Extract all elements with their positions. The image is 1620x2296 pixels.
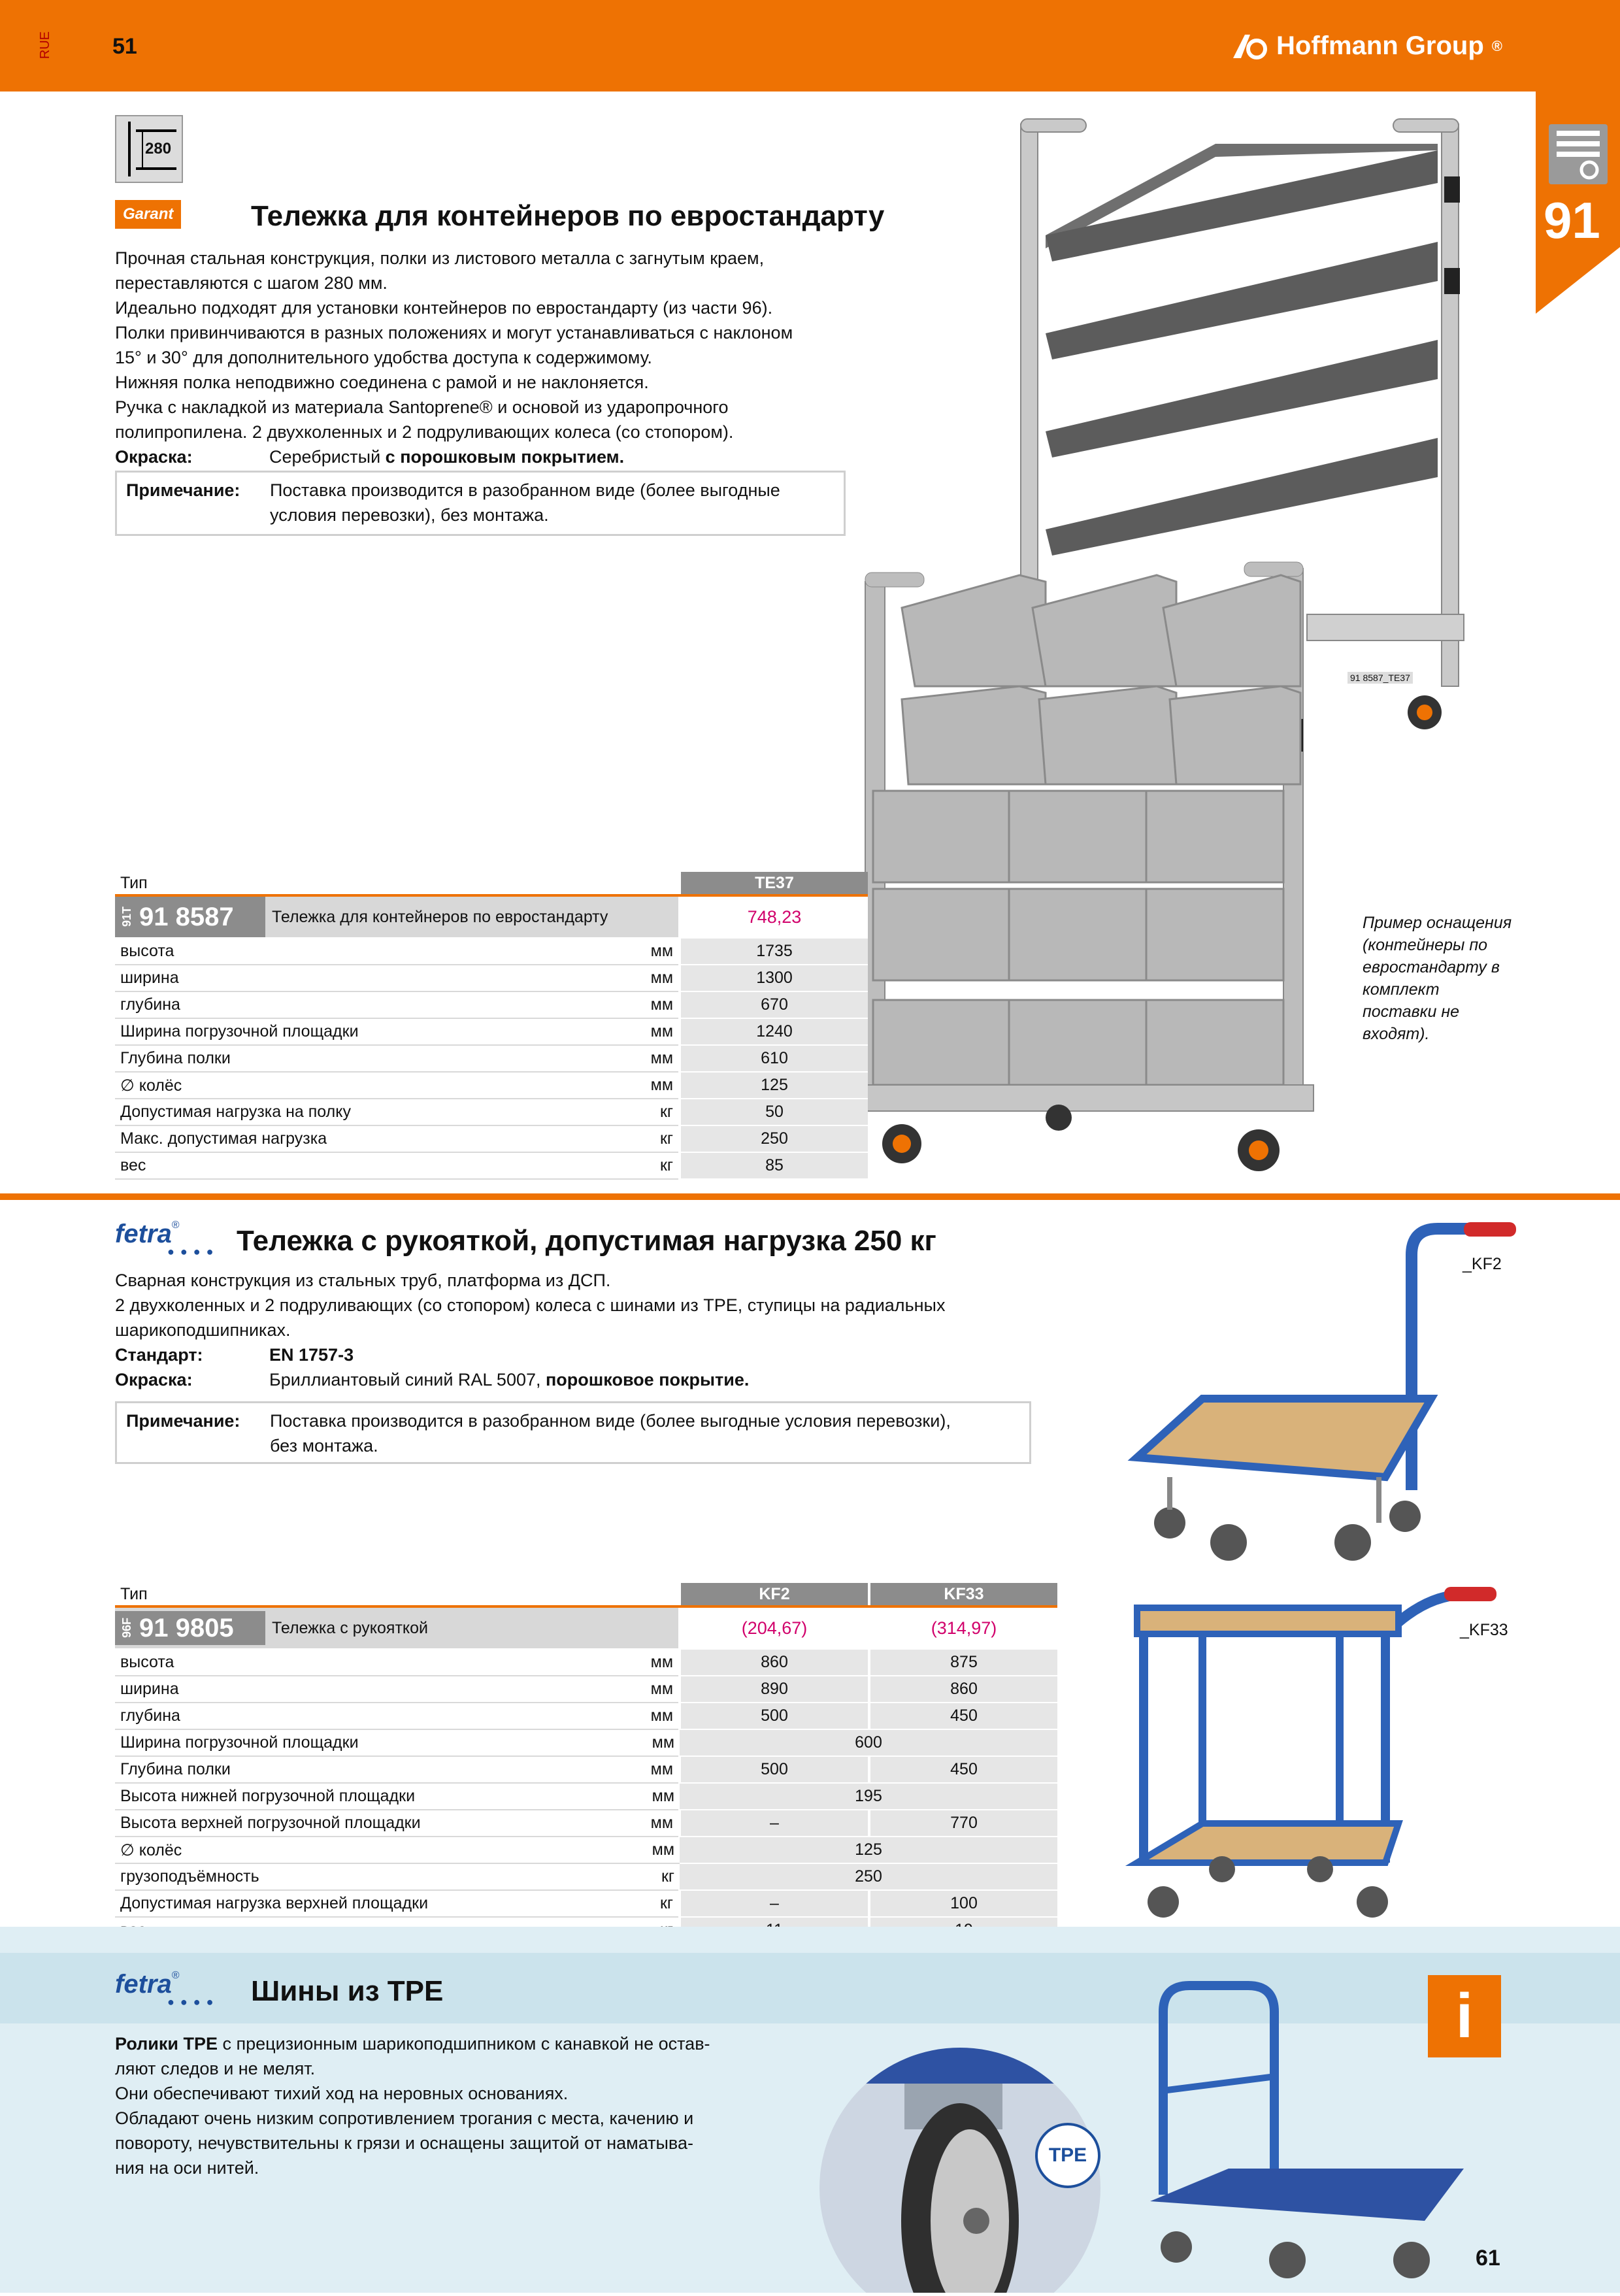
row-unit: кг bbox=[609, 1890, 680, 1917]
row-value: 85 bbox=[680, 1152, 868, 1179]
article-number-cell bbox=[115, 1611, 265, 1645]
row-unit: мм bbox=[609, 1783, 680, 1810]
hoffmann-logo-icon bbox=[1231, 32, 1268, 61]
row-value: 125 bbox=[680, 1072, 868, 1099]
article-number: 91 8587 bbox=[139, 902, 234, 931]
platform-trolley-image bbox=[1137, 1972, 1477, 2293]
row-value: 610 bbox=[680, 1045, 868, 1072]
row-unit: мм bbox=[609, 965, 680, 991]
desc-lead: Ролики TPE bbox=[115, 2034, 218, 2054]
standard-label: Стандарт: bbox=[115, 1345, 203, 1365]
row-value: 670 bbox=[680, 991, 868, 1018]
row-name: Высота нижней погрузочной площадки bbox=[115, 1783, 609, 1810]
row-name: ∅ колёс bbox=[115, 1837, 609, 1863]
desc-line bbox=[115, 2031, 834, 2056]
article-prefix: 96F bbox=[120, 1618, 133, 1639]
image-caption bbox=[1363, 912, 1526, 1045]
desc-line: Нижняя полка неподвижно соединена с рамой и не наклоняется. bbox=[115, 373, 649, 392]
table-header-row bbox=[115, 1583, 1057, 1606]
table-row bbox=[115, 1125, 868, 1152]
paint-label: Окраска: bbox=[115, 447, 193, 467]
table-body bbox=[115, 938, 868, 1179]
footer-page-number: 61 bbox=[1476, 2246, 1500, 2271]
row-unit: мм bbox=[609, 1045, 680, 1072]
note-label: Примечание: bbox=[126, 480, 240, 500]
row-value: – bbox=[680, 1890, 869, 1917]
desc-line: 2 двухколенных и 2 подруливающих (со стопором) колеса с шинами из TPE, ступицы на радиальных bbox=[115, 1295, 946, 1315]
paint-value: Бриллиантовый синий RAL 5007, bbox=[269, 1370, 546, 1389]
row-value: 1240 bbox=[680, 1018, 868, 1045]
order-description: Тележка с рукояткой bbox=[265, 1611, 678, 1645]
row-value: 1300 bbox=[680, 965, 868, 991]
row-unit: мм bbox=[609, 1756, 680, 1783]
table-row bbox=[115, 938, 868, 965]
section2-title: Тележка с рукояткой, допустимая нагрузка 250 кг bbox=[237, 1225, 936, 1257]
caption-line: комплект bbox=[1363, 980, 1440, 999]
hoffmann-logo-reg: ® bbox=[1491, 37, 1502, 54]
table-row bbox=[115, 1810, 1057, 1837]
desc-line: Сварная конструкция из стальных труб, платформа из ДСП. bbox=[115, 1271, 611, 1290]
fetra-logo-reg: ® bbox=[171, 1220, 180, 1231]
caption-line: поставки не bbox=[1363, 1003, 1459, 1021]
row-unit: кг bbox=[609, 1125, 680, 1152]
row-value: 860 bbox=[869, 1676, 1057, 1703]
image-tag-kf2: _KF2 bbox=[1463, 1255, 1502, 1273]
row-value: 860 bbox=[680, 1649, 869, 1676]
row-value: 450 bbox=[869, 1756, 1057, 1783]
row-value: 125 bbox=[680, 1837, 1057, 1863]
standard-row bbox=[115, 1342, 1056, 1367]
row-unit: мм bbox=[609, 938, 680, 965]
row-name: ∅ колёс bbox=[115, 1072, 609, 1099]
type-label: Тип bbox=[115, 1583, 680, 1606]
hoffmann-logo-text: Hoffmann Group bbox=[1276, 31, 1484, 60]
order-row bbox=[115, 1606, 1057, 1649]
row-value: 890 bbox=[680, 1676, 869, 1703]
row-value: 500 bbox=[680, 1756, 869, 1783]
shelf-spacing-value: 280 bbox=[145, 140, 172, 158]
table-row bbox=[115, 1863, 1057, 1890]
handle-trolley-kf2-image bbox=[1124, 1216, 1542, 1582]
desc-line: Прочная стальная конструкция, полки из листового металла с загнутым краем, bbox=[115, 248, 765, 268]
note-line: без монтажа. bbox=[270, 1436, 378, 1456]
desc-line: ляют следов и не мелят. bbox=[115, 2059, 316, 2078]
desc-text: с прецизионным шарикоподшипником с канавкой не остав- bbox=[218, 2034, 710, 2054]
row-name: ширина bbox=[115, 965, 609, 991]
row-name: глубина bbox=[115, 1703, 609, 1729]
note-text bbox=[270, 1408, 951, 1458]
image-tag-kf33: _KF33 bbox=[1460, 1621, 1508, 1639]
table-row bbox=[115, 1729, 1057, 1756]
caption-line: евростандарту в bbox=[1363, 958, 1500, 976]
row-name: Макс. допустимая нагрузка bbox=[115, 1125, 609, 1152]
garant-logo-text: Garant bbox=[115, 200, 181, 229]
header-page-number: 51 bbox=[112, 34, 137, 59]
paint-row bbox=[115, 1367, 1056, 1392]
row-name: высота bbox=[115, 938, 609, 965]
spec-table bbox=[115, 1583, 1057, 1944]
table-row bbox=[115, 1072, 868, 1099]
shelf-spacing-badge bbox=[115, 115, 183, 183]
note-line: Поставка производится в разобранном виде (более выгодные bbox=[270, 480, 780, 500]
row-name: высота bbox=[115, 1649, 609, 1676]
section-divider bbox=[0, 1193, 1620, 1200]
note-line: Поставка производится в разобранном виде (более выгодные условия перевозки), bbox=[270, 1411, 951, 1431]
row-unit: мм bbox=[609, 1729, 680, 1756]
product-label-plate: 91 8587_TE37 bbox=[1347, 672, 1413, 684]
table-row bbox=[115, 1649, 1057, 1676]
table-row bbox=[115, 1018, 868, 1045]
standard-value: EN 1757-3 bbox=[269, 1345, 354, 1365]
row-unit: мм bbox=[609, 1810, 680, 1837]
fetra-logo-text: fetra bbox=[115, 1970, 172, 1999]
table-row bbox=[115, 1756, 1057, 1783]
desc-line: Идеально подходят для установки контейнеров по евростандарту (из части 96). bbox=[115, 298, 773, 318]
article-number-cell bbox=[115, 897, 265, 937]
section1-title: Тележка для контейнеров по евростандарту bbox=[251, 200, 885, 232]
row-name: Высота верхней погрузочной площадки bbox=[115, 1810, 609, 1837]
section2-description bbox=[115, 1268, 1056, 1392]
trolley-icon bbox=[1549, 124, 1608, 184]
row-value: 450 bbox=[869, 1703, 1057, 1729]
row-name: ширина bbox=[115, 1676, 609, 1703]
fetra-logo bbox=[115, 1970, 215, 2009]
fetra-dots-icon: ● ● ● ● bbox=[167, 1245, 215, 1258]
note-label: Примечание: bbox=[126, 1411, 240, 1431]
row-value: 500 bbox=[680, 1703, 869, 1729]
row-name: вес bbox=[115, 1152, 609, 1179]
fetra-logo bbox=[115, 1220, 215, 1259]
chapter-number: 91 bbox=[1544, 191, 1600, 249]
tpe-badge bbox=[1035, 2123, 1100, 2188]
column-header: TE37 bbox=[680, 872, 868, 895]
tpe-wheel-image bbox=[819, 2038, 1127, 2293]
row-value: 875 bbox=[869, 1649, 1057, 1676]
paint-row bbox=[115, 444, 860, 469]
price: 748,23 bbox=[680, 895, 868, 938]
fetra-logo-reg: ® bbox=[171, 1970, 180, 1981]
row-name: грузоподъёмность bbox=[115, 1863, 609, 1890]
row-value: 250 bbox=[680, 1125, 868, 1152]
desc-line: 15° и 30° для дополнительного удобства доступа к содержимому. bbox=[115, 348, 652, 367]
tpe-badge-text: TPE bbox=[1048, 2144, 1087, 2166]
desc-line: шарикоподшипниках. bbox=[115, 1320, 291, 1340]
table-row bbox=[115, 1152, 868, 1179]
order-cell bbox=[115, 1606, 680, 1649]
desc-line: повороту, нечувствительны к грязи и оснащены защитой от наматыва- bbox=[115, 2133, 693, 2153]
desc-line: Обладают очень низким сопротивлением трогания с места, качению и bbox=[115, 2108, 694, 2128]
section3-title: Шины из TPE bbox=[251, 1975, 444, 2007]
language-code: RUE bbox=[38, 31, 52, 59]
row-value: 195 bbox=[680, 1783, 1057, 1810]
price: (314,97) bbox=[869, 1606, 1057, 1649]
section1-description bbox=[115, 246, 860, 469]
order-row bbox=[115, 895, 868, 938]
table-row bbox=[115, 1837, 1057, 1863]
table-row bbox=[115, 1890, 1057, 1917]
row-value: – bbox=[680, 1810, 869, 1837]
desc-line: Они обеспечивают тихий ход на неровных основаниях. bbox=[115, 2084, 569, 2103]
info-icon: i bbox=[1428, 1975, 1501, 2057]
row-name: Допустимая нагрузка верхней площадки bbox=[115, 1890, 609, 1917]
row-value: 50 bbox=[680, 1099, 868, 1125]
note-text bbox=[270, 478, 780, 527]
type-label: Тип bbox=[115, 872, 680, 895]
column-header: KF33 bbox=[869, 1583, 1057, 1606]
column-header: KF2 bbox=[680, 1583, 869, 1606]
paint-value: Серебристый bbox=[269, 447, 386, 467]
row-unit: мм bbox=[609, 1676, 680, 1703]
order-cell bbox=[115, 895, 680, 938]
row-unit: мм bbox=[609, 1649, 680, 1676]
section2-note bbox=[115, 1401, 1031, 1464]
caption-line: входят). bbox=[1363, 1025, 1430, 1043]
spec-table-2 bbox=[115, 1583, 1057, 1944]
row-unit: кг bbox=[609, 1099, 680, 1125]
table-body bbox=[115, 1649, 1057, 1944]
desc-line: Полки привинчиваются в разных положениях и могут устанавливаться с наклоном bbox=[115, 323, 793, 342]
table-row bbox=[115, 1045, 868, 1072]
paint-label: Окраска: bbox=[115, 1370, 193, 1389]
article-number: 91 9805 bbox=[139, 1613, 234, 1642]
section1-note bbox=[115, 471, 846, 536]
price: (204,67) bbox=[680, 1606, 869, 1649]
note-line: условия перевозки), без монтажа. bbox=[270, 505, 549, 525]
section3-description bbox=[115, 2031, 834, 2180]
row-unit: мм bbox=[609, 991, 680, 1018]
hoffmann-logo bbox=[1231, 31, 1502, 61]
spec-table bbox=[115, 872, 868, 1180]
caption-line: Пример оснащения bbox=[1363, 914, 1512, 932]
desc-line: Ручка с накладкой из материала Santoprene® и основой из ударопрочного bbox=[115, 397, 729, 417]
garant-logo bbox=[115, 200, 181, 229]
row-unit: мм bbox=[609, 1703, 680, 1729]
handle-trolley-kf33-image bbox=[1124, 1582, 1542, 1935]
paint-value-bold: с порошковым покрытием. bbox=[385, 447, 625, 467]
row-value: 100 bbox=[869, 1890, 1057, 1917]
row-value: 250 bbox=[680, 1863, 1057, 1890]
table-row bbox=[115, 1783, 1057, 1810]
fetra-logo-text: fetra bbox=[115, 1220, 172, 1248]
row-name: Глубина полки bbox=[115, 1756, 609, 1783]
desc-line: переставляются с шагом 280 мм. bbox=[115, 273, 388, 293]
row-name: Глубина полки bbox=[115, 1045, 609, 1072]
row-name: Ширина погрузочной площадки bbox=[115, 1018, 609, 1045]
row-name: Ширина погрузочной площадки bbox=[115, 1729, 609, 1756]
table-header-row bbox=[115, 872, 868, 895]
desc-line: полипропилена. 2 двухколенных и 2 подруливающих колеса (со стопором). bbox=[115, 422, 734, 442]
fetra-dots-icon: ● ● ● ● bbox=[167, 1995, 215, 2008]
spec-table-1 bbox=[115, 872, 868, 1180]
row-name: глубина bbox=[115, 991, 609, 1018]
row-value: 600 bbox=[680, 1729, 1057, 1756]
row-name: Допустимая нагрузка на полку bbox=[115, 1099, 609, 1125]
order-description: Тележка для контейнеров по евростандарту bbox=[265, 897, 678, 937]
caption-line: (контейнеры по bbox=[1363, 936, 1487, 954]
row-value: 1735 bbox=[680, 938, 868, 965]
table-row bbox=[115, 1703, 1057, 1729]
row-unit: мм bbox=[609, 1018, 680, 1045]
row-unit: кг bbox=[609, 1863, 680, 1890]
row-value: 770 bbox=[869, 1810, 1057, 1837]
table-row bbox=[115, 1676, 1057, 1703]
table-row bbox=[115, 991, 868, 1018]
table-row bbox=[115, 965, 868, 991]
article-prefix: 91T bbox=[120, 907, 133, 927]
row-unit: кг bbox=[609, 1152, 680, 1179]
table-row bbox=[115, 1099, 868, 1125]
desc-line: ния на оси нитей. bbox=[115, 2158, 259, 2178]
paint-value-bold: порошковое покрытие. bbox=[546, 1370, 750, 1389]
row-unit: мм bbox=[609, 1072, 680, 1099]
row-unit: мм bbox=[609, 1837, 680, 1863]
